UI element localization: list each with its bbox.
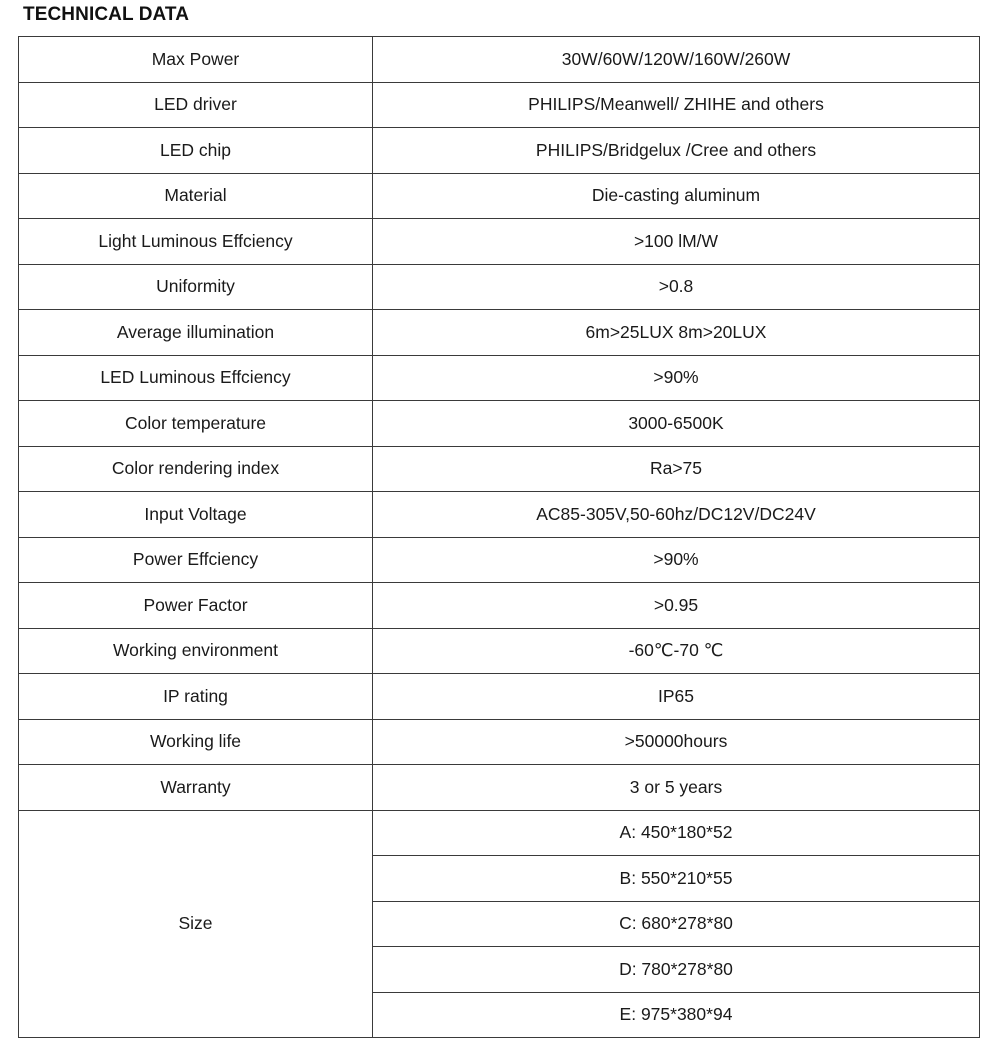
size-option-d: D: 780*278*80 [373, 947, 980, 993]
size-option-e: E: 975*380*94 [373, 992, 980, 1038]
row-value: >90% [373, 355, 980, 401]
row-value: >90% [373, 537, 980, 583]
row-value: >100 lM/W [373, 219, 980, 265]
row-label: Color rendering index [19, 446, 373, 492]
size-label: Size [19, 810, 373, 1038]
row-value: >50000hours [373, 719, 980, 765]
row-value: 6m>25LUX 8m>20LUX [373, 310, 980, 356]
row-label: Working life [19, 719, 373, 765]
row-value: 3 or 5 years [373, 765, 980, 811]
row-label: Color temperature [19, 401, 373, 447]
table-row-average-illumination [19, 310, 980, 356]
size-option-a: A: 450*180*52 [373, 810, 980, 856]
row-label: LED driver [19, 82, 373, 128]
row-label: Material [19, 173, 373, 219]
table-row-led-driver [19, 82, 980, 128]
row-value: >0.8 [373, 264, 980, 310]
table-row-working-life [19, 719, 980, 765]
table-row-power-efficiency [19, 537, 980, 583]
row-value: 3000-6500K [373, 401, 980, 447]
row-value: PHILIPS/Meanwell/ ZHIHE and others [373, 82, 980, 128]
table-row-input-voltage [19, 492, 980, 538]
row-label: Average illumination [19, 310, 373, 356]
row-label: Input Voltage [19, 492, 373, 538]
row-label: LED chip [19, 128, 373, 174]
table-row-power-factor [19, 583, 980, 629]
table-row-working-environment [19, 628, 980, 674]
row-label: Power Factor [19, 583, 373, 629]
row-label: Working environment [19, 628, 373, 674]
table-row-ip-rating [19, 674, 980, 720]
row-label: Uniformity [19, 264, 373, 310]
table-row-warranty [19, 765, 980, 811]
row-value: IP65 [373, 674, 980, 720]
row-value: PHILIPS/Bridgelux /Cree and others [373, 128, 980, 174]
table-row-color-rendering-index [19, 446, 980, 492]
table-row-color-temperature [19, 401, 980, 447]
row-value: AC85-305V,50-60hz/DC12V/DC24V [373, 492, 980, 538]
row-label: Power Effciency [19, 537, 373, 583]
table-row-led-chip [19, 128, 980, 174]
table-row-light-luminous-efficiency [19, 219, 980, 265]
row-value: 30W/60W/120W/160W/260W [373, 37, 980, 83]
row-value: Ra>75 [373, 446, 980, 492]
row-value: >0.95 [373, 583, 980, 629]
row-label: Light Luminous Effciency [19, 219, 373, 265]
row-label: Max Power [19, 37, 373, 83]
size-option-b: B: 550*210*55 [373, 856, 980, 902]
table-row-led-luminous-efficiency [19, 355, 980, 401]
row-value: -60℃-70 ℃ [373, 628, 980, 674]
row-label: IP rating [19, 674, 373, 720]
page-title: TECHNICAL DATA [23, 4, 190, 25]
table-row-uniformity [19, 264, 980, 310]
table-row-size-a [19, 810, 980, 856]
table-row-material [19, 173, 980, 219]
size-option-c: C: 680*278*80 [373, 901, 980, 947]
table-row-max-power [19, 37, 980, 83]
row-value: Die-casting aluminum [373, 173, 980, 219]
technical-data-table [18, 36, 980, 1038]
row-label: LED Luminous Effciency [19, 355, 373, 401]
row-label: Warranty [19, 765, 373, 811]
